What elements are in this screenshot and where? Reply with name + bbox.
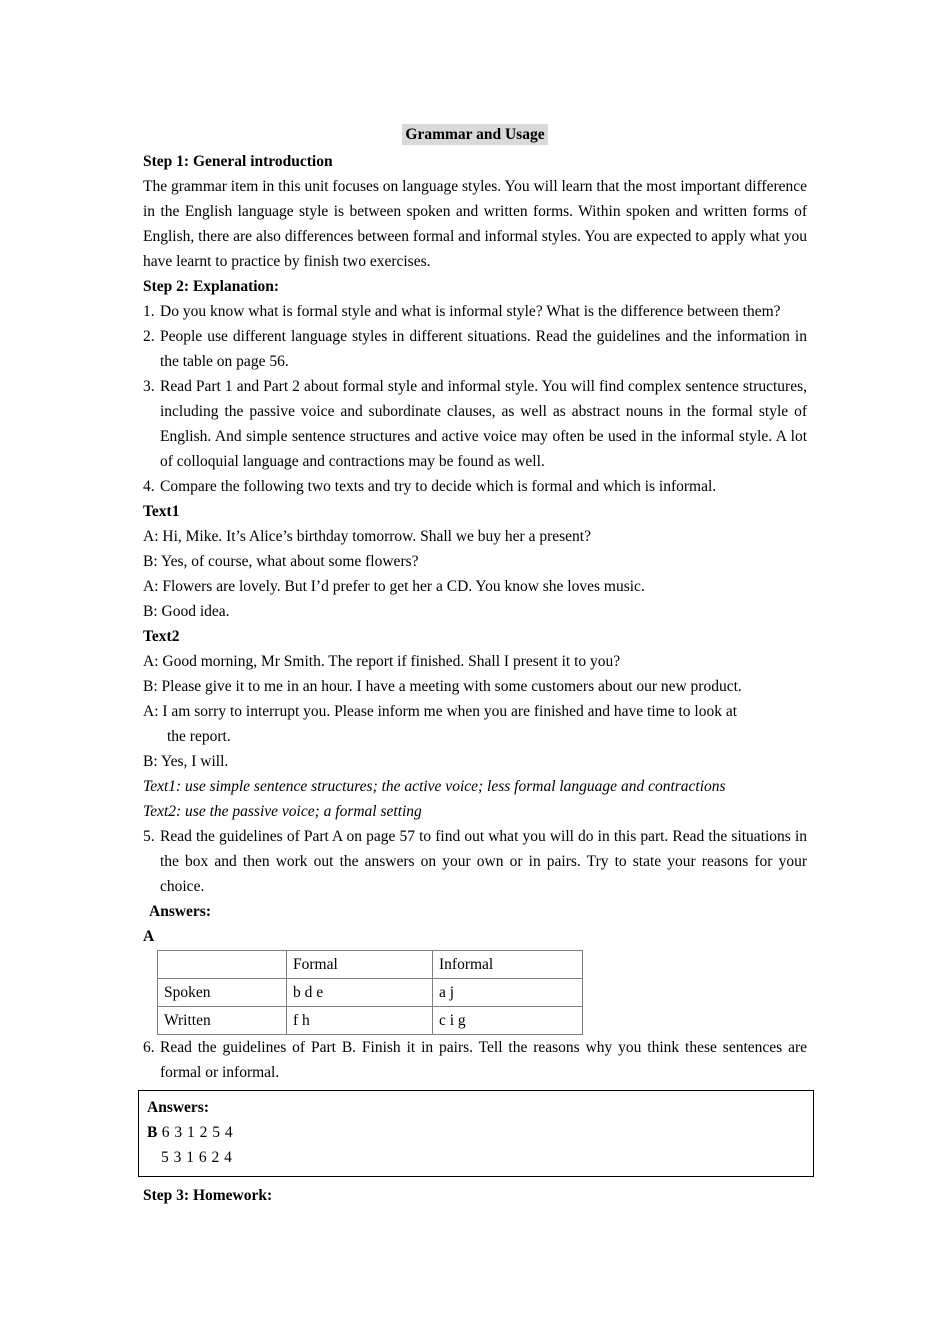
- document-content: [143, 122, 807, 1208]
- list-item-text: People use different language styles in different situations. Read the guidelines and the information in the table on page 56.: [160, 328, 807, 370]
- dialogue-line: B: Yes, I will.: [143, 753, 229, 770]
- dialogue-line: B: Good idea.: [143, 603, 230, 620]
- table-cell: c i g: [433, 1007, 583, 1035]
- table-cell: b d e: [287, 979, 433, 1007]
- table-row: [158, 979, 583, 1007]
- list-item: [143, 824, 807, 899]
- step3-heading: Step 3: Homework:: [143, 1187, 273, 1204]
- list-item-text: Read Part 1 and Part 2 about formal style and informal style. You will find complex sentence structures, including the passive voice and subordinate clauses, as well as abstract nouns in the formal style of English. And simple sentence structures and active voice may often be used in the informal style. A lot of colloquial language and contractions may be found as well.: [160, 378, 807, 470]
- table-header-informal: Informal: [433, 951, 583, 979]
- dialogue-line: B: Please give it to me in an hour. I have a meeting with some customers about our new product.: [143, 678, 742, 695]
- dialogue-line: A: Flowers are lovely. But I’d prefer to get her a CD. You know she loves music.: [143, 578, 645, 595]
- table-cell: a j: [433, 979, 583, 1007]
- dialogue-line: A: Good morning, Mr Smith. The report if finished. Shall I present it to you?: [143, 653, 621, 670]
- dialogue-line: A: Hi, Mike. It’s Alice’s birthday tomorrow. Shall we buy her a present?: [143, 528, 591, 545]
- dialogue-line: B: Yes, of course, what about some flowers?: [143, 553, 419, 570]
- page-title-text: Grammar and Usage: [402, 124, 547, 145]
- table-header-blank: [158, 951, 287, 979]
- table-cell: Spoken: [158, 979, 287, 1007]
- list-item: [143, 374, 807, 474]
- table-row: [158, 1007, 583, 1035]
- list-item-number: 3.: [143, 378, 155, 395]
- list-item-number: 2.: [143, 328, 155, 345]
- answers-b-letter: B: [147, 1124, 158, 1141]
- table-cell: Written: [158, 1007, 287, 1035]
- list-item: [143, 324, 807, 374]
- answers-b-box: [138, 1090, 814, 1177]
- answers-b-values-1: 6 3 1 2 5 4: [161, 1124, 234, 1141]
- answers-a-letter: A: [143, 928, 155, 945]
- answer-table: [157, 950, 583, 1035]
- step2-heading: Step 2: Explanation:: [143, 278, 280, 295]
- table-cell: f h: [287, 1007, 433, 1035]
- answers-a-label: Answers:: [149, 903, 211, 920]
- list-item-number: 1.: [143, 303, 155, 320]
- text1-note: Text1: use simple sentence structures; the active voice; less formal language and contractions: [143, 778, 726, 795]
- dialogue-line: A: I am sorry to interrupt you. Please inform me when you are finished and have time to look at: [143, 703, 738, 720]
- list-item-number: 4.: [143, 478, 155, 495]
- list-item-number: 6.: [143, 1039, 155, 1056]
- page-title: [143, 122, 807, 147]
- table-header-formal: Formal: [287, 951, 433, 979]
- table-row: [158, 951, 583, 979]
- dialogue-line-continuation: the report.: [167, 728, 231, 745]
- step1-heading: Step 1: General introduction: [143, 153, 333, 170]
- list-item: [143, 1035, 807, 1085]
- text1-label: Text1: [143, 503, 180, 520]
- list-item: [143, 474, 807, 499]
- list-item-text: Read the guidelines of Part B. Finish it in pairs. Tell the reasons why you think these sentences are formal or informal.: [160, 1039, 807, 1081]
- list-item-text: Read the guidelines of Part A on page 57 to find out what you will do in this part. Read the situations in the box and then work out the answers on your own or in pairs. Try to state your reasons for your choice.: [160, 828, 807, 895]
- list-item-number: 5.: [143, 828, 155, 845]
- answers-b-label: Answers:: [147, 1099, 209, 1116]
- answer-table-wrapper: [143, 950, 807, 1035]
- text2-label: Text2: [143, 628, 180, 645]
- step1-body: The grammar item in this unit focuses on language styles. You will learn that the most important difference in the English language style is between spoken and written forms. Within spoken and written forms of English, there are also differences between formal and informal styles. You are expected to apply what you have learnt to practice by finish two exercises.: [143, 178, 807, 270]
- answers-b-row-2: 5 3 1 6 2 4: [161, 1149, 233, 1166]
- text2-note: Text2: use the passive voice; a formal setting: [143, 803, 422, 820]
- list-item-text: Compare the following two texts and try to decide which is formal and which is informal.: [160, 478, 717, 495]
- list-item-text: Do you know what is formal style and what is informal style? What is the difference between them?: [160, 303, 781, 320]
- list-item: [143, 299, 807, 324]
- answers-b-row-1: [147, 1120, 805, 1145]
